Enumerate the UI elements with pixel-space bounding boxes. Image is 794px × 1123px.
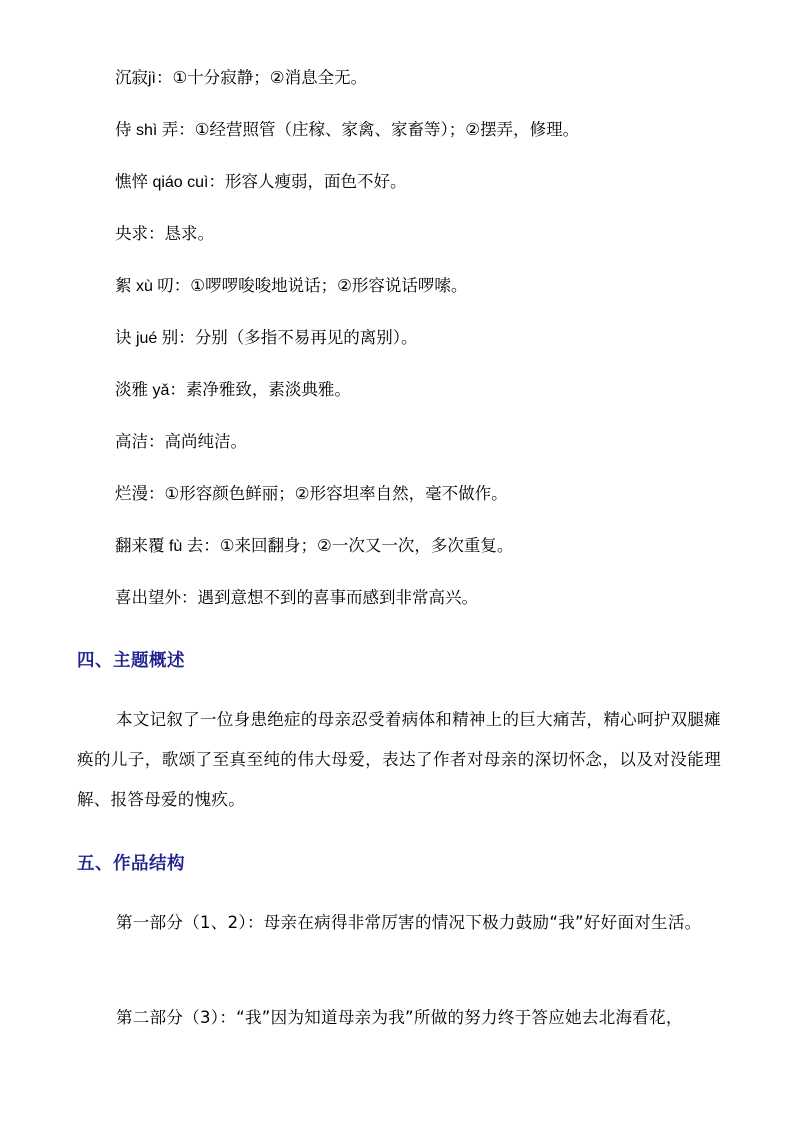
vocab-word-tail: 叨 [157,276,174,295]
vocab-pinyin: jì [148,70,156,87]
vocab-definition: ：遇到意想不到的喜事而感到非常高兴。 [181,588,478,607]
vocab-word: 沉寂 [115,68,148,87]
vocab-definition: ：①十分寂静；②消息全无。 [156,68,368,87]
vocab-word-tail: 弄 [161,120,179,139]
structure-paragraph-2: 第二部分（3）：“我”因为知道母亲为我”所做的努力终于答应她去北海看花， [116,1008,683,1027]
vocab-definition: ：素净雅致，素淡典雅。 [169,380,351,399]
vocab-word: 翻来覆 [115,536,165,555]
vocab-definition: ：分别（多指不易再见的离别）。 [178,328,418,347]
vocab-definition: ：恳求。 [148,224,214,243]
vocab-item [115,322,725,374]
vocab-definition: ：①啰啰唆唆地说话；②形容说话啰嗦。 [173,276,468,295]
vocab-word: 央求 [115,224,148,243]
vocab-pinyin: xù [131,278,158,295]
vocab-word-tail: 别 [161,328,179,347]
vocab-definition: ：①来回翻身；②一次又一次，多次重复。 [203,536,514,555]
vocab-word-tail: 去 [186,536,204,555]
theme-paragraph: 本文记叙了一位身患绝症的母亲忍受着病体和精神上的巨大痛苦，精心呵护双腿瘫痪的儿子，歌颂了至真至纯的伟大母爱，表达了作者对母亲的深切怀念，以及对没能理解、报答母爱的愧疚。 [77,710,721,809]
vocab-pinyin: jué [131,330,162,347]
vocab-definition: ：①经营照管（庄稼、家禽、家畜等）；②摆弄，修理。 [178,120,580,139]
vocab-pinyin: qiáo cuì [148,174,209,191]
vocab-word: 憔悴 [115,172,148,191]
vocab-item [115,530,725,582]
vocab-word: 烂漫 [115,484,148,503]
vocab-item [115,270,725,322]
vocab-word: 淡雅 [115,380,148,399]
vocab-word: 诀 [115,328,132,347]
vocab-word: 絮 [115,276,132,295]
vocab-definition: ：①形容颜色鲜丽；②形容坦率自然，毫不做作。 [148,484,508,503]
vocab-item [115,166,725,218]
section-heading-theme: 四、主题概述 [77,651,185,671]
section-heading-structure: 五、作品结构 [77,854,185,874]
vocab-item [115,218,725,270]
vocab-word: 喜出望外 [115,588,181,607]
vocab-word: 高洁 [115,432,148,451]
vocab-item [115,426,725,478]
vocabulary-list [115,62,725,634]
structure-paragraph-1: 第一部分（1、2）：母亲在病得非常厉害的情况下极力鼓励“我”好好面对生活。 [116,913,702,932]
vocab-item [115,374,725,426]
vocab-pinyin: shì [131,122,162,139]
vocab-item [115,478,725,530]
vocab-pinyin: fù [164,538,187,555]
vocab-item [115,582,725,634]
vocab-pinyin: yǎ [148,382,170,399]
vocab-definition: ：形容人瘦弱，面色不好。 [208,172,407,191]
vocab-item [115,114,725,166]
vocab-item [115,62,725,114]
vocab-definition: ：高尚纯洁。 [148,432,247,451]
vocab-word: 侍 [115,120,132,139]
